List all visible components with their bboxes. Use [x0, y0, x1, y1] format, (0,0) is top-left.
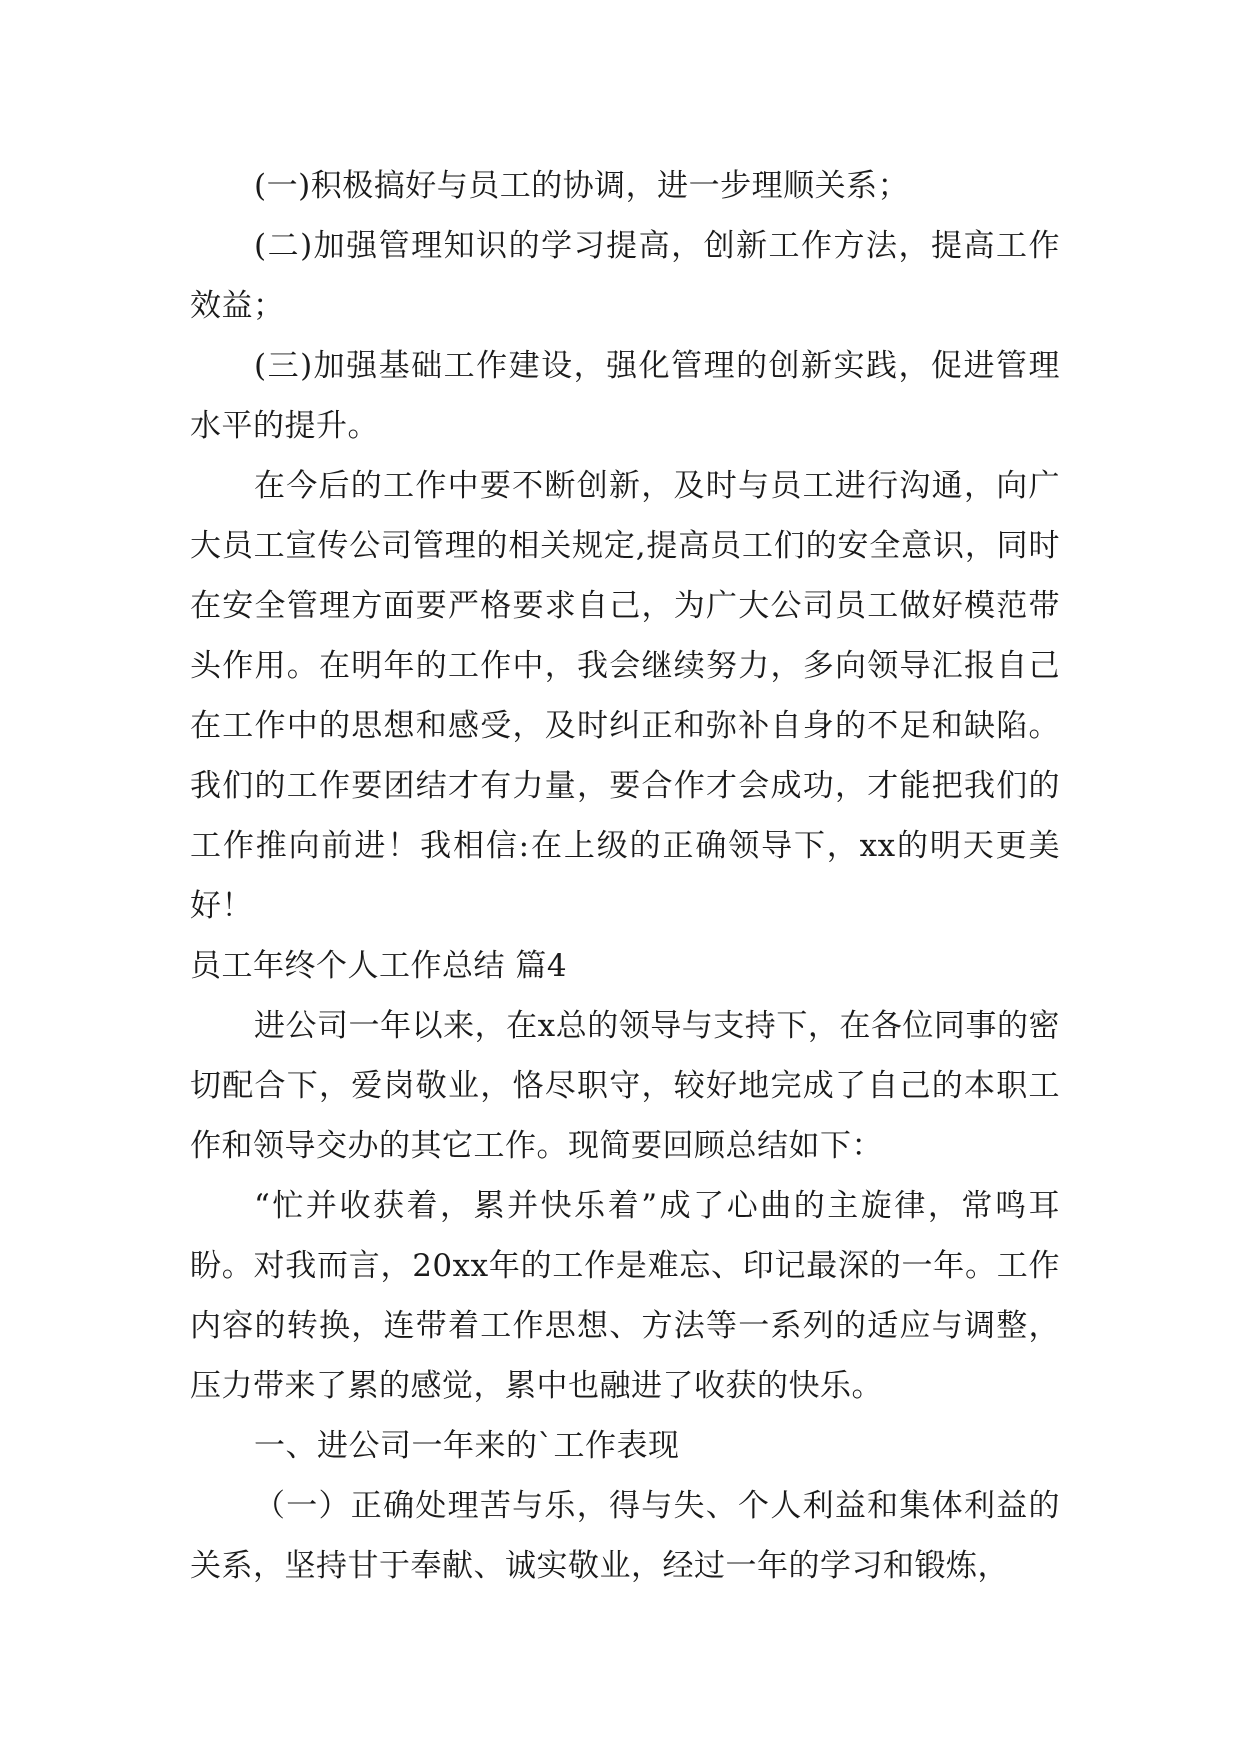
list-item-1: (一)积极搞好与员工的协调，进一步理顺关系； [254, 168, 910, 204]
body-paragraph: “忙并收获着，累并快乐着”成了心曲的主旋律，常鸣耳盼。对我而言，20xx年的工作是难忘、印记最深的一年。工作内容的转换，连带着工作思想、方法等一系列的适应与调整，压力带来了累的感觉，累中也融进了收获的快乐。 [190, 1188, 1060, 1404]
section-heading: 员工年终个人工作总结 篇4 [190, 948, 568, 984]
document-body [190, 156, 1060, 1596]
body-paragraph: 在今后的工作中要不断创新，及时与员工进行沟通，向广大员工宣传公司管理的相关规定,提高员工们的安全意识，同时在安全管理方面要严格要求自己，为广大公司员工做好模范带头作用。在明年的工作中，我会继续努力，多向领导汇报自己在工作中的思想和感受，及时纠正和弥补自身的不足和缺陷。我们的工作要团结才有力量，要合作才会成功，才能把我们的工作推向前进！我相信:在上级的正确领导下，xx的明天更美好！ [190, 468, 1060, 924]
body-paragraph: （一）正确处理苦与乐，得与失、个人利益和集体利益的关系，坚持甘于奉献、诚实敬业，经过一年的学习和锻炼， [190, 1488, 1060, 1584]
list-item-3: (三)加强基础工作建设，强化管理的创新实践，促进管理水平的提升。 [190, 348, 1060, 444]
body-paragraph: 进公司一年以来，在x总的领导与支持下，在各位同事的密切配合下，爱岗敬业，恪尽职守，较好地完成了自己的本职工作和领导交办的其它工作。现简要回顾总结如下： [190, 1008, 1060, 1164]
subsection-heading: 一、进公司一年来的`工作表现 [254, 1428, 680, 1464]
list-item-2: (二)加强管理知识的学习提高，创新工作方法，提高工作效益； [190, 228, 1060, 324]
